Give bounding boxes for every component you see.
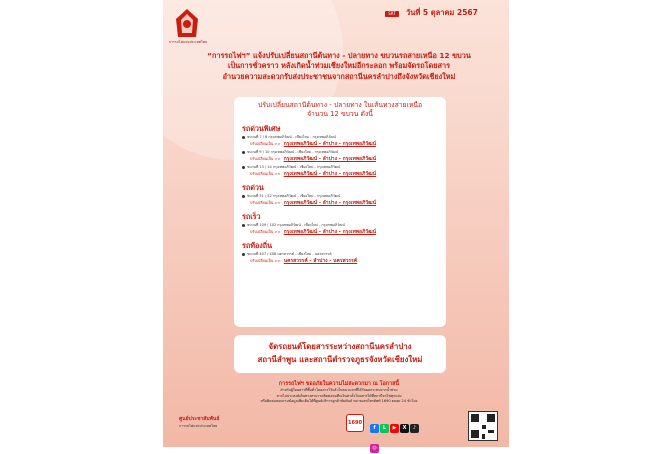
category-local: [242, 241, 438, 265]
route-new: กรุงเทพอภิวัฒน์ - ลำปาง - กรุงเทพอภิวัฒน์: [283, 171, 377, 177]
footer-subtitle: การรถไฟแห่งประเทศไทย: [179, 424, 218, 428]
card-title-line: จำนวน 12 ขบวน ดังนี้: [307, 110, 373, 118]
poster-footer: [163, 408, 509, 451]
tiktok-icon[interactable]: ♪: [410, 424, 419, 433]
x-icon[interactable]: X: [400, 424, 409, 433]
srt-logo-wordmark: การรถไฟแห่งประเทศไทย: [168, 40, 208, 44]
note-line: หรือติดต่อสอบถามข้อมูลเพิ่มเติมได้ที่ศูนย์บริการลูกค้าสัมพันธ์ หมายเลขโทรศัพท์ 1690 ตลอด 24 ชั่วโมง: [260, 399, 418, 404]
headline-line: อำนวยความสะดวกรับส่งประชาชนจากสถานีนครลำปางถึงจังหวัดเชียงใหม่: [222, 71, 456, 81]
hotline-badge: 1690: [346, 414, 364, 432]
change-label: ปรับเปลี่ยนเป็น >>: [250, 230, 281, 234]
route-item: [242, 222, 438, 236]
headline: [179, 51, 499, 82]
route-new: นครสวรรค์ - ลำปาง - นครสวรรค์: [283, 258, 358, 264]
line-icon[interactable]: L: [380, 424, 389, 433]
route-original: ขบวนที่ 407 / 408 นครสวรรค์ - เชียงใหม่ - นครสวรรค์: [247, 252, 332, 256]
route-new: กรุงเทพอภิวัฒน์ - ลำปาง - กรุงเทพอภิวัฒน์: [283, 156, 377, 162]
srt-logo-icon: [172, 7, 202, 41]
bus-service-notice: [234, 335, 446, 373]
bullet-icon: [242, 224, 245, 227]
category-heading: รถเร็ว: [242, 212, 261, 221]
route-new: กรุงเทพอภิวัฒน์ - ลำปาง - กรุงเทพอภิวัฒน์: [283, 141, 377, 147]
announcement-date: วันที่ 5 ตุลาคม 2567: [406, 8, 478, 17]
apology-text: การรถไฟฯ ขออภัยในความไม่สะดวกมา ณ โอกาสนี้: [278, 381, 400, 387]
route-original: ขบวนที่ 7 / 8 กรุงเทพอภิวัฒน์ - เชียงใหม่ - กรุงเทพอภิวัฒน์: [247, 135, 336, 139]
announcement-poster: [163, 0, 509, 451]
change-label: ปรับเปลี่ยนเป็น >>: [250, 172, 281, 176]
refund-note: [179, 388, 499, 405]
bus-notice-line: จัดรถยนต์โดยสารระหว่างสถานีนครลำปาง: [268, 342, 412, 351]
category-express-special: [242, 124, 438, 178]
category-heading: รถด่วนพิเศษ: [242, 124, 281, 133]
category-express: [242, 183, 438, 207]
qr-code-icon[interactable]: [468, 411, 498, 441]
category-heading: รถท้องถิ่น: [242, 241, 273, 250]
category-rapid: [242, 212, 438, 236]
route-item: [242, 251, 438, 265]
route-original: ขบวนที่ 9 / 10 กรุงเทพอภิวัฒน์ - เชียงใหม่ - กรุงเทพอภิวัฒน์: [247, 150, 339, 154]
change-label: ปรับเปลี่ยนเป็น >>: [250, 157, 281, 161]
headline-line: เป็นการชั่วคราว หลังเกิดน้ำท่วมเชียงใหม่อีกระลอก พร้อมจัดรถโดยสาร: [227, 61, 451, 71]
social-icons: [370, 414, 428, 454]
instagram-icon[interactable]: ◎: [370, 444, 379, 453]
bullet-icon: [242, 195, 245, 198]
route-original: ขบวนที่ 51 / 52 กรุงเทพอภิวัฒน์ - เชียงใหม่ - กรุงเทพอภิวัฒน์: [247, 194, 341, 198]
bullet-icon: [242, 253, 245, 256]
change-label: ปรับเปลี่ยนเป็น >>: [250, 201, 281, 205]
bus-notice-line: สถานีลำพูน และสถานีตำรวจภูธรจังหวัดเชียงใหม่: [257, 354, 423, 364]
srt-badge: SRT: [385, 11, 399, 17]
card-title-line: ปรับเปลี่ยนสถานีต้นทาง - ปลายทาง ในเส้นทางสายเหนือ: [257, 101, 423, 109]
bullet-icon: [242, 136, 245, 139]
card-title: [242, 101, 438, 119]
change-label: ปรับเปลี่ยนเป็น >>: [250, 142, 281, 146]
footer-title: ศูนย์ประชาสัมพันธ์: [179, 416, 220, 422]
route-new: กรุงเทพอภิวัฒน์ - ลำปาง - กรุงเทพอภิวัฒน์: [283, 200, 377, 206]
youtube-icon[interactable]: ▶: [390, 424, 399, 433]
bullet-icon: [242, 166, 245, 169]
poster-header: [163, 0, 509, 50]
route-change-card: [234, 97, 446, 327]
route-item: [242, 193, 438, 207]
route-item: [242, 164, 438, 178]
route-original: ขบวนที่ 13 / 14 กรุงเทพอภิวัฒน์ - เชียงใหม่ - กรุงเทพอภิวัฒน์: [247, 165, 341, 169]
change-label: ปรับเปลี่ยนเป็น >>: [250, 259, 281, 263]
bullet-icon: [242, 151, 245, 154]
note-line: หากไม่ประสงค์เดินทางสามารถติดต่อขอคืนเงินค่าตั๋วโดยสารได้ที่สถานีรถไฟทุกแห่ง: [276, 393, 402, 398]
route-original: ขบวนที่ 109 / 102 กรุงเทพอภิวัฒน์ - เชียงใหม่ - กรุงเทพอภิวัฒน์: [247, 223, 345, 227]
category-heading: รถด่วน: [242, 183, 264, 192]
note-line: สำหรับผู้โดยสารที่ซื้อตั๋วโดยสารไว้แล้วในขบวนรถที่ได้รับผลกระทบจากน้ำท่วม: [280, 388, 398, 392]
facebook-icon[interactable]: f: [370, 424, 379, 433]
route-new: กรุงเทพอภิวัฒน์ - ลำปาง - กรุงเทพอภิวัฒน์: [283, 229, 377, 235]
route-item: [242, 149, 438, 163]
route-item: [242, 134, 438, 148]
headline-line: “การรถไฟฯ” แจ้งปรับเปลี่ยนสถานีต้นทาง - ปลายทาง ขบวนรถสายเหนือ 12 ขบวน: [207, 51, 471, 60]
